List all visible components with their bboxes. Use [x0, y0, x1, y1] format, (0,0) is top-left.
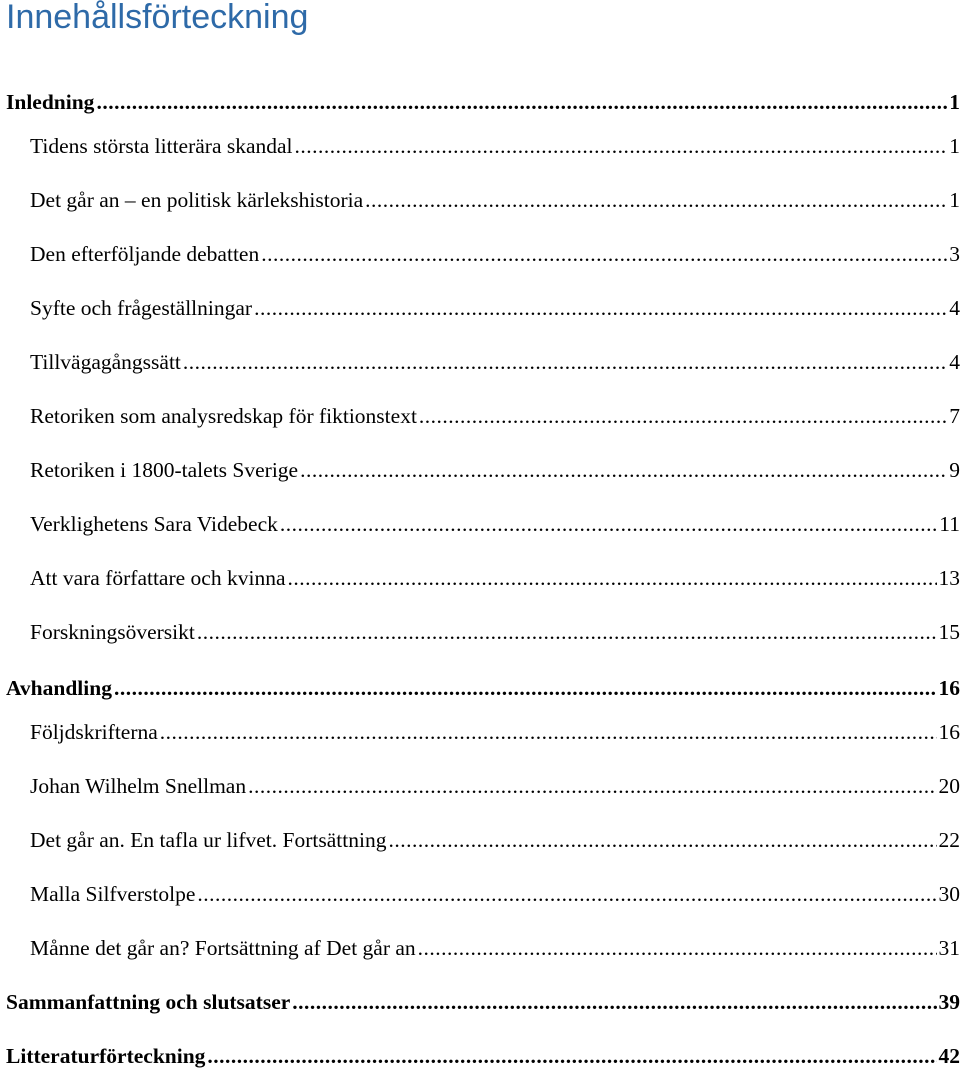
dot-leader	[254, 296, 947, 321]
toc-entry-label: Att vara författare och kvinna	[30, 566, 286, 590]
toc-entry-label: Avhandling	[6, 676, 112, 700]
dot-leader	[114, 676, 937, 701]
dot-leader	[197, 620, 937, 645]
toc-entry-page: 16	[938, 676, 960, 700]
toc-entry[interactable]	[6, 990, 960, 1020]
dot-leader	[300, 458, 947, 483]
toc-entry[interactable]	[6, 1044, 960, 1074]
toc-entry-page: 30	[938, 882, 960, 906]
dot-leader	[388, 828, 936, 853]
toc-entry[interactable]	[30, 350, 960, 380]
dot-leader	[248, 774, 936, 799]
toc-entry[interactable]	[30, 188, 960, 218]
dot-leader	[207, 1044, 936, 1069]
toc-entry-page: 42	[938, 1044, 960, 1068]
dot-leader	[295, 134, 948, 159]
toc-entry[interactable]	[30, 458, 960, 488]
dot-leader	[365, 188, 947, 213]
toc-entry-page: 15	[938, 620, 960, 644]
toc-entry-label: Den efterföljande debatten	[30, 242, 260, 266]
toc-entry-page: 31	[938, 936, 960, 960]
dot-leader	[419, 404, 947, 429]
toc-entry-label: Litteraturförteckning	[6, 1044, 206, 1068]
toc-entry-label: Följdskrifterna	[30, 720, 158, 744]
toc-entry-page: 7	[949, 404, 960, 428]
page-title: Innehållsförteckning	[6, 0, 309, 36]
dot-leader	[280, 512, 937, 537]
toc-entry-label: Malla Silfverstolpe	[30, 882, 196, 906]
toc-entry-label: Retoriken i 1800-talets Sverige	[30, 458, 299, 482]
toc-entry[interactable]	[30, 296, 960, 326]
toc-entry[interactable]	[30, 620, 960, 650]
toc-entry[interactable]	[30, 828, 960, 858]
toc-entry-label: Tidens största litterära skandal	[30, 134, 293, 158]
toc-entry-label: Retoriken som analysredskap för fiktionstext	[30, 404, 417, 428]
dot-leader	[292, 990, 936, 1015]
toc-entry-page: 1	[949, 134, 960, 158]
toc-entry-page: 39	[938, 990, 960, 1014]
toc-entry-page: 13	[938, 566, 960, 590]
dot-leader	[96, 90, 947, 115]
dot-leader	[160, 720, 937, 745]
toc-entry-page: 20	[938, 774, 960, 798]
toc-entry-label: Månne det går an? Fortsättning af Det går an	[30, 936, 416, 960]
toc-entry-label: Syfte och frågeställningar	[30, 296, 253, 320]
dot-leader	[288, 566, 937, 591]
toc-entry-page: 11	[939, 512, 960, 536]
toc-entry-label: Sammanfattning och slutsatser	[6, 990, 291, 1014]
toc-entry-page: 4	[949, 350, 960, 374]
toc-entry-label: Det går an. En tafla ur lifvet. Fortsättning	[30, 828, 387, 852]
toc-entry-label: Tillvägagångssätt	[30, 350, 181, 374]
dot-leader	[418, 936, 937, 961]
toc-entry-label: Johan Wilhelm Snellman	[30, 774, 247, 798]
toc-entry-page: 22	[938, 828, 960, 852]
toc-entry[interactable]	[30, 512, 960, 542]
toc-entry[interactable]	[30, 566, 960, 596]
toc-entry-page: 1	[949, 90, 960, 114]
toc-entry-label: Forskningsöversikt	[30, 620, 195, 644]
toc-entry-page: 1	[949, 188, 960, 212]
toc-entry[interactable]	[30, 774, 960, 804]
toc-entry[interactable]	[30, 134, 960, 164]
toc-entry-label: Det går an – en politisk kärlekshistoria	[30, 188, 364, 212]
dot-leader	[261, 242, 947, 267]
toc-entry[interactable]	[30, 242, 960, 272]
toc-entry-page: 16	[938, 720, 960, 744]
toc-entry-label: Inledning	[6, 90, 95, 114]
toc-entry[interactable]	[30, 936, 960, 966]
toc-entry-page: 4	[949, 296, 960, 320]
toc-entry[interactable]	[6, 90, 960, 120]
toc-entry[interactable]	[30, 882, 960, 912]
toc-entry[interactable]	[30, 720, 960, 750]
dot-leader	[183, 350, 947, 375]
toc-entry[interactable]	[30, 404, 960, 434]
toc-entry-page: 3	[949, 242, 960, 266]
toc-entry-page: 9	[949, 458, 960, 482]
toc-entry-label: Verklighetens Sara Videbeck	[30, 512, 278, 536]
dot-leader	[197, 882, 936, 907]
toc-entry[interactable]	[6, 676, 960, 706]
